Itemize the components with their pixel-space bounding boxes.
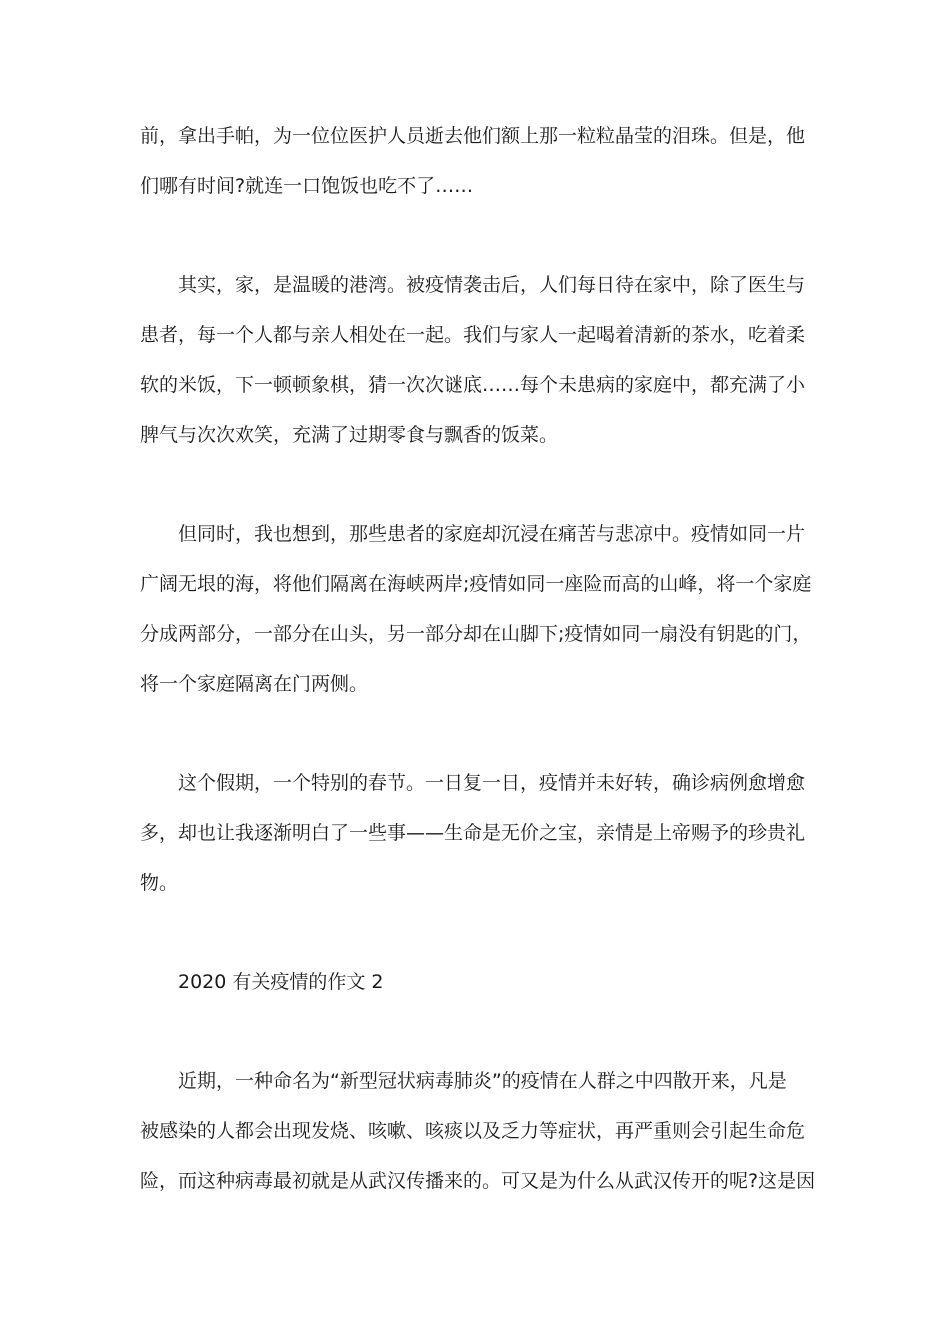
paragraph-4-line-2: 多，却也让我逐渐明白了一些事——生命是无价之宝，亲情是上帝赐予的珍贵礼 bbox=[140, 822, 806, 844]
section-heading: 2020 有关疫情的作文 2 bbox=[178, 971, 384, 993]
paragraph-2-line-4: 脾气与次次欢笑，充满了过期零食与飘香的饭菜。 bbox=[140, 424, 559, 446]
paragraph-2-line-2: 患者，每一个人都与亲人相处在一起。我们与家人一起喝着清新的茶水，吃着柔 bbox=[140, 324, 806, 346]
paragraph-1-line-2: 们哪有时间?就连一口饱饭也吃不了…… bbox=[140, 175, 474, 197]
paragraph-4-line-1: 这个假期，一个特别的春节。一日复一日，疫情并未好转，确诊病例愈增愈 bbox=[178, 772, 806, 794]
paragraph-3-line-3: 分成两部分，一部分在山头，另一部分却在山脚下;疫情如同一扇没有钥匙的门， bbox=[140, 623, 812, 645]
paragraph-2-line-3: 软的米饭，下一顿顿象棋，猜一次次谜底……每个未患病的家庭中，都充满了小 bbox=[140, 374, 806, 396]
paragraph-6-line-1: 近期，一种命名为“新型冠状病毒肺炎”的疫情在人群之中四散开来，凡是 bbox=[178, 1070, 787, 1092]
paragraph-2-line-1: 其实，家，是温暖的港湾。被疫情袭击后，人们每日待在家中，除了医生与 bbox=[178, 274, 806, 296]
paragraph-6-line-2: 被感染的人都会出现发烧、咳嗽、咳痰以及乏力等症状，再严重则会引起生命危 bbox=[140, 1120, 806, 1142]
paragraph-3-line-4: 将一个家庭隔离在门两侧。 bbox=[140, 673, 369, 695]
paragraph-3-line-2: 广阔无垠的海，将他们隔离在海峡两岸;疫情如同一座险而高的山峰，将一个家庭 bbox=[140, 573, 812, 595]
paragraph-3-line-1: 但同时，我也想到，那些患者的家庭却沉浸在痛苦与悲凉中。疫情如同一片 bbox=[178, 523, 806, 545]
paragraph-4-line-3: 物。 bbox=[140, 872, 179, 894]
paragraph-1-line-1: 前，拿出手帕，为一位位医护人员逝去他们额上那一粒粒晶莹的泪珠。但是，他 bbox=[140, 125, 806, 147]
paragraph-6-line-3: 险，而这种病毒最初就是从武汉传播来的。可又是为什么从武汉传开的呢?这是因 bbox=[140, 1170, 816, 1192]
